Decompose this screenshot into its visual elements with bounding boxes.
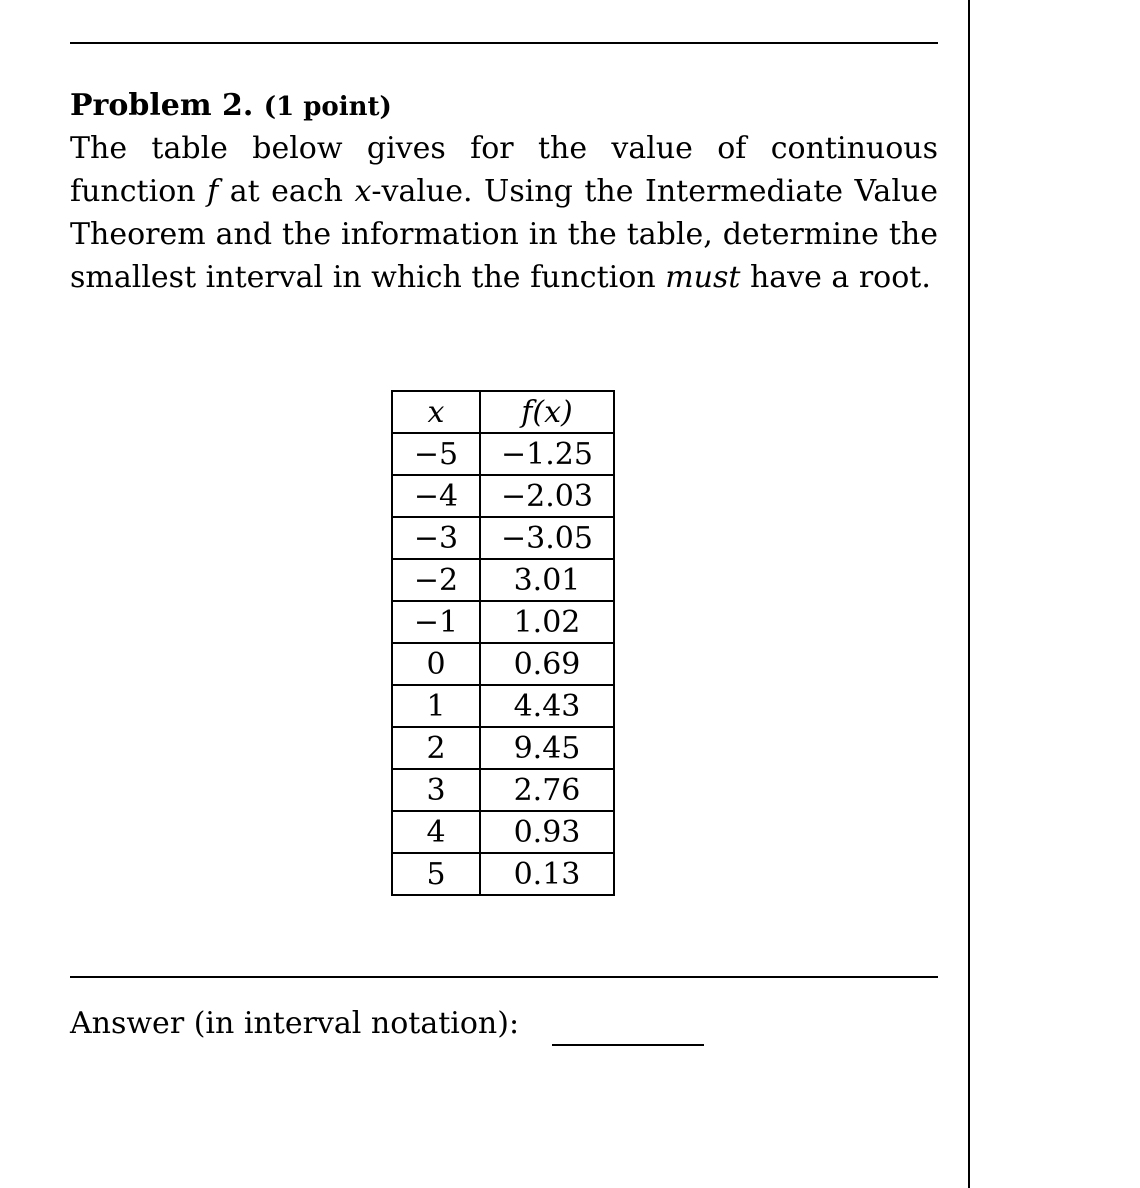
- cell-x: 0: [392, 643, 480, 685]
- table-row: [392, 811, 614, 853]
- page-right-border: [968, 0, 970, 1188]
- cell-x: −1: [392, 601, 480, 643]
- problem-points: (1 point): [263, 92, 392, 122]
- table-row: [392, 559, 614, 601]
- values-table: [391, 390, 615, 896]
- table-row: [392, 601, 614, 643]
- cell-fx: 4.43: [480, 685, 614, 727]
- table-row: [392, 643, 614, 685]
- cell-fx: 1.02: [480, 601, 614, 643]
- header-x: x: [392, 391, 480, 433]
- table-body: [392, 433, 614, 895]
- problem-statement: [70, 127, 938, 299]
- cell-fx: −1.25: [480, 433, 614, 475]
- bottom-divider: [70, 976, 938, 978]
- cell-x: −5: [392, 433, 480, 475]
- cell-x: −4: [392, 475, 480, 517]
- table-header-row: [392, 391, 614, 433]
- math-x: x: [354, 174, 372, 209]
- cell-x: 1: [392, 685, 480, 727]
- table-row: [392, 517, 614, 559]
- table-row: [392, 433, 614, 475]
- cell-fx: −2.03: [480, 475, 614, 517]
- top-divider: [70, 42, 938, 44]
- math-f: f: [207, 174, 219, 209]
- cell-x: 4: [392, 811, 480, 853]
- cell-fx: 0.93: [480, 811, 614, 853]
- table-row: [392, 475, 614, 517]
- cell-x: 2: [392, 727, 480, 769]
- cell-fx: −3.05: [480, 517, 614, 559]
- cell-fx: 2.76: [480, 769, 614, 811]
- cell-fx: 0.69: [480, 643, 614, 685]
- cell-x: −2: [392, 559, 480, 601]
- cell-fx: 3.01: [480, 559, 614, 601]
- cell-fx: 9.45: [480, 727, 614, 769]
- table-row: [392, 685, 614, 727]
- cell-fx: 0.13: [480, 853, 614, 895]
- cell-x: 5: [392, 853, 480, 895]
- statement-text: have a root.: [740, 260, 931, 295]
- emphasis-must: must: [665, 260, 741, 295]
- answer-blank-line[interactable]: [552, 1044, 704, 1046]
- table-row: [392, 769, 614, 811]
- problem-label: Problem 2.: [70, 88, 254, 123]
- statement-text: -value. Using the Intermediate Value Theorem and the information in the table, determine the smallest interval in which the function: [70, 174, 938, 295]
- table-row: [392, 727, 614, 769]
- statement-text: The table below gives for the value of continuous function: [70, 131, 938, 209]
- cell-x: −3: [392, 517, 480, 559]
- table-row: [392, 853, 614, 895]
- statement-text: at each: [218, 174, 355, 209]
- cell-x: 3: [392, 769, 480, 811]
- problem-block: [70, 86, 938, 299]
- answer-label: Answer (in interval notation):: [70, 1006, 520, 1041]
- header-fx: f(x): [480, 391, 614, 433]
- problem-heading: [70, 86, 938, 127]
